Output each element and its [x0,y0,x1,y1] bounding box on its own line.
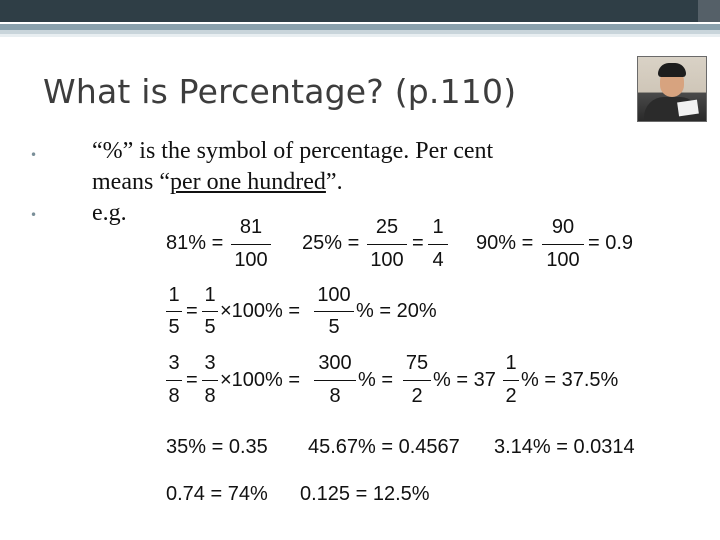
r2-frac3-den: 5 [328,316,340,338]
frac-81-num: 81 [239,216,263,238]
r4-eq-314: 3.14% = 0.0314 [494,436,635,458]
frac-90-bar [542,244,584,245]
r3-frac2-den: 8 [204,385,216,407]
frac-quarter-den: 4 [432,249,444,271]
frac-81-den: 100 [234,249,268,271]
eq-81-lhs: 81% = [166,232,224,254]
bullet-text-meaning [92,169,343,196]
bullet-dot: • [30,208,38,222]
r3-equals: = [186,369,198,391]
r3-frac4-bar [403,380,431,381]
r2-frac1-num: 1 [168,284,180,306]
slide-title: What is Percentage? (p.110) [43,72,517,111]
r3-frac5-bar [503,380,519,381]
r3-rhs: % = 37.5% [521,369,619,391]
r3-times: ×100% = [220,369,301,391]
presenter-photo [637,56,707,122]
bullet-text-symbol: “%” is the symbol of percentage. Per cent [92,138,494,164]
r3-frac3-bar [314,380,356,381]
eq-90-rhs: = 0.9 [588,232,634,254]
r2-frac2-den: 5 [204,316,216,338]
r2-frac1-den: 5 [168,316,180,338]
r3-frac5-num: 1 [505,352,517,374]
r4-eq-35: 35% = 0.35 [166,436,268,458]
r3-percent-37: % = 37 [433,369,496,391]
r2-frac3-num: 100 [317,284,351,306]
top-bar-accent [698,0,720,22]
r3-frac2-num: 3 [204,352,216,374]
r3-frac2-bar [202,380,218,381]
bullet-dot: • [30,148,38,162]
r3-frac1-den: 8 [168,385,180,407]
eq-25-lhs: 25% = [302,232,360,254]
meaning-prefix: means “ [92,169,170,195]
frac-25-den: 100 [370,249,404,271]
r4-eq-4567: 45.67% = 0.4567 [308,436,460,458]
frac-81-bar [231,244,271,245]
frac-25-num: 25 [375,216,399,238]
frac-90-num: 90 [551,216,575,238]
meaning-suffix: ”. [325,169,343,195]
r3-frac5-den: 2 [505,385,517,407]
r3-frac4-num: 75 [405,352,429,374]
r3-frac4-den: 2 [411,385,423,407]
r2-times: ×100% = [220,300,301,322]
eq-90-lhs: 90% = [476,232,534,254]
frac-quarter-bar [428,244,448,245]
eq-25-equals: = [412,232,424,254]
top-bar [0,0,720,22]
r2-frac1-bar [166,311,182,312]
r2-frac3-bar [314,311,354,312]
r2-frac2-bar [202,311,218,312]
r3-frac3-num: 300 [318,352,352,374]
r3-frac1-num: 3 [168,352,180,374]
bullet-text-eg: e.g. [92,200,127,226]
frac-quarter-num: 1 [432,216,444,238]
frac-90-den: 100 [546,249,580,271]
header-stripe-faint [0,34,720,37]
r2-rhs: % = 20% [356,300,437,322]
r3-frac1-bar [166,380,182,381]
frac-25-bar [367,244,407,245]
r3-percent-eq: % = [358,369,394,391]
meaning-underlined: per one hundred [169,169,326,195]
r5-eq-74: 0.74 = 74% [166,483,268,505]
r3-frac3-den: 8 [329,385,341,407]
r5-eq-125: 0.125 = 12.5% [300,483,430,505]
r2-frac2-num: 1 [204,284,216,306]
r2-equals: = [186,300,198,322]
